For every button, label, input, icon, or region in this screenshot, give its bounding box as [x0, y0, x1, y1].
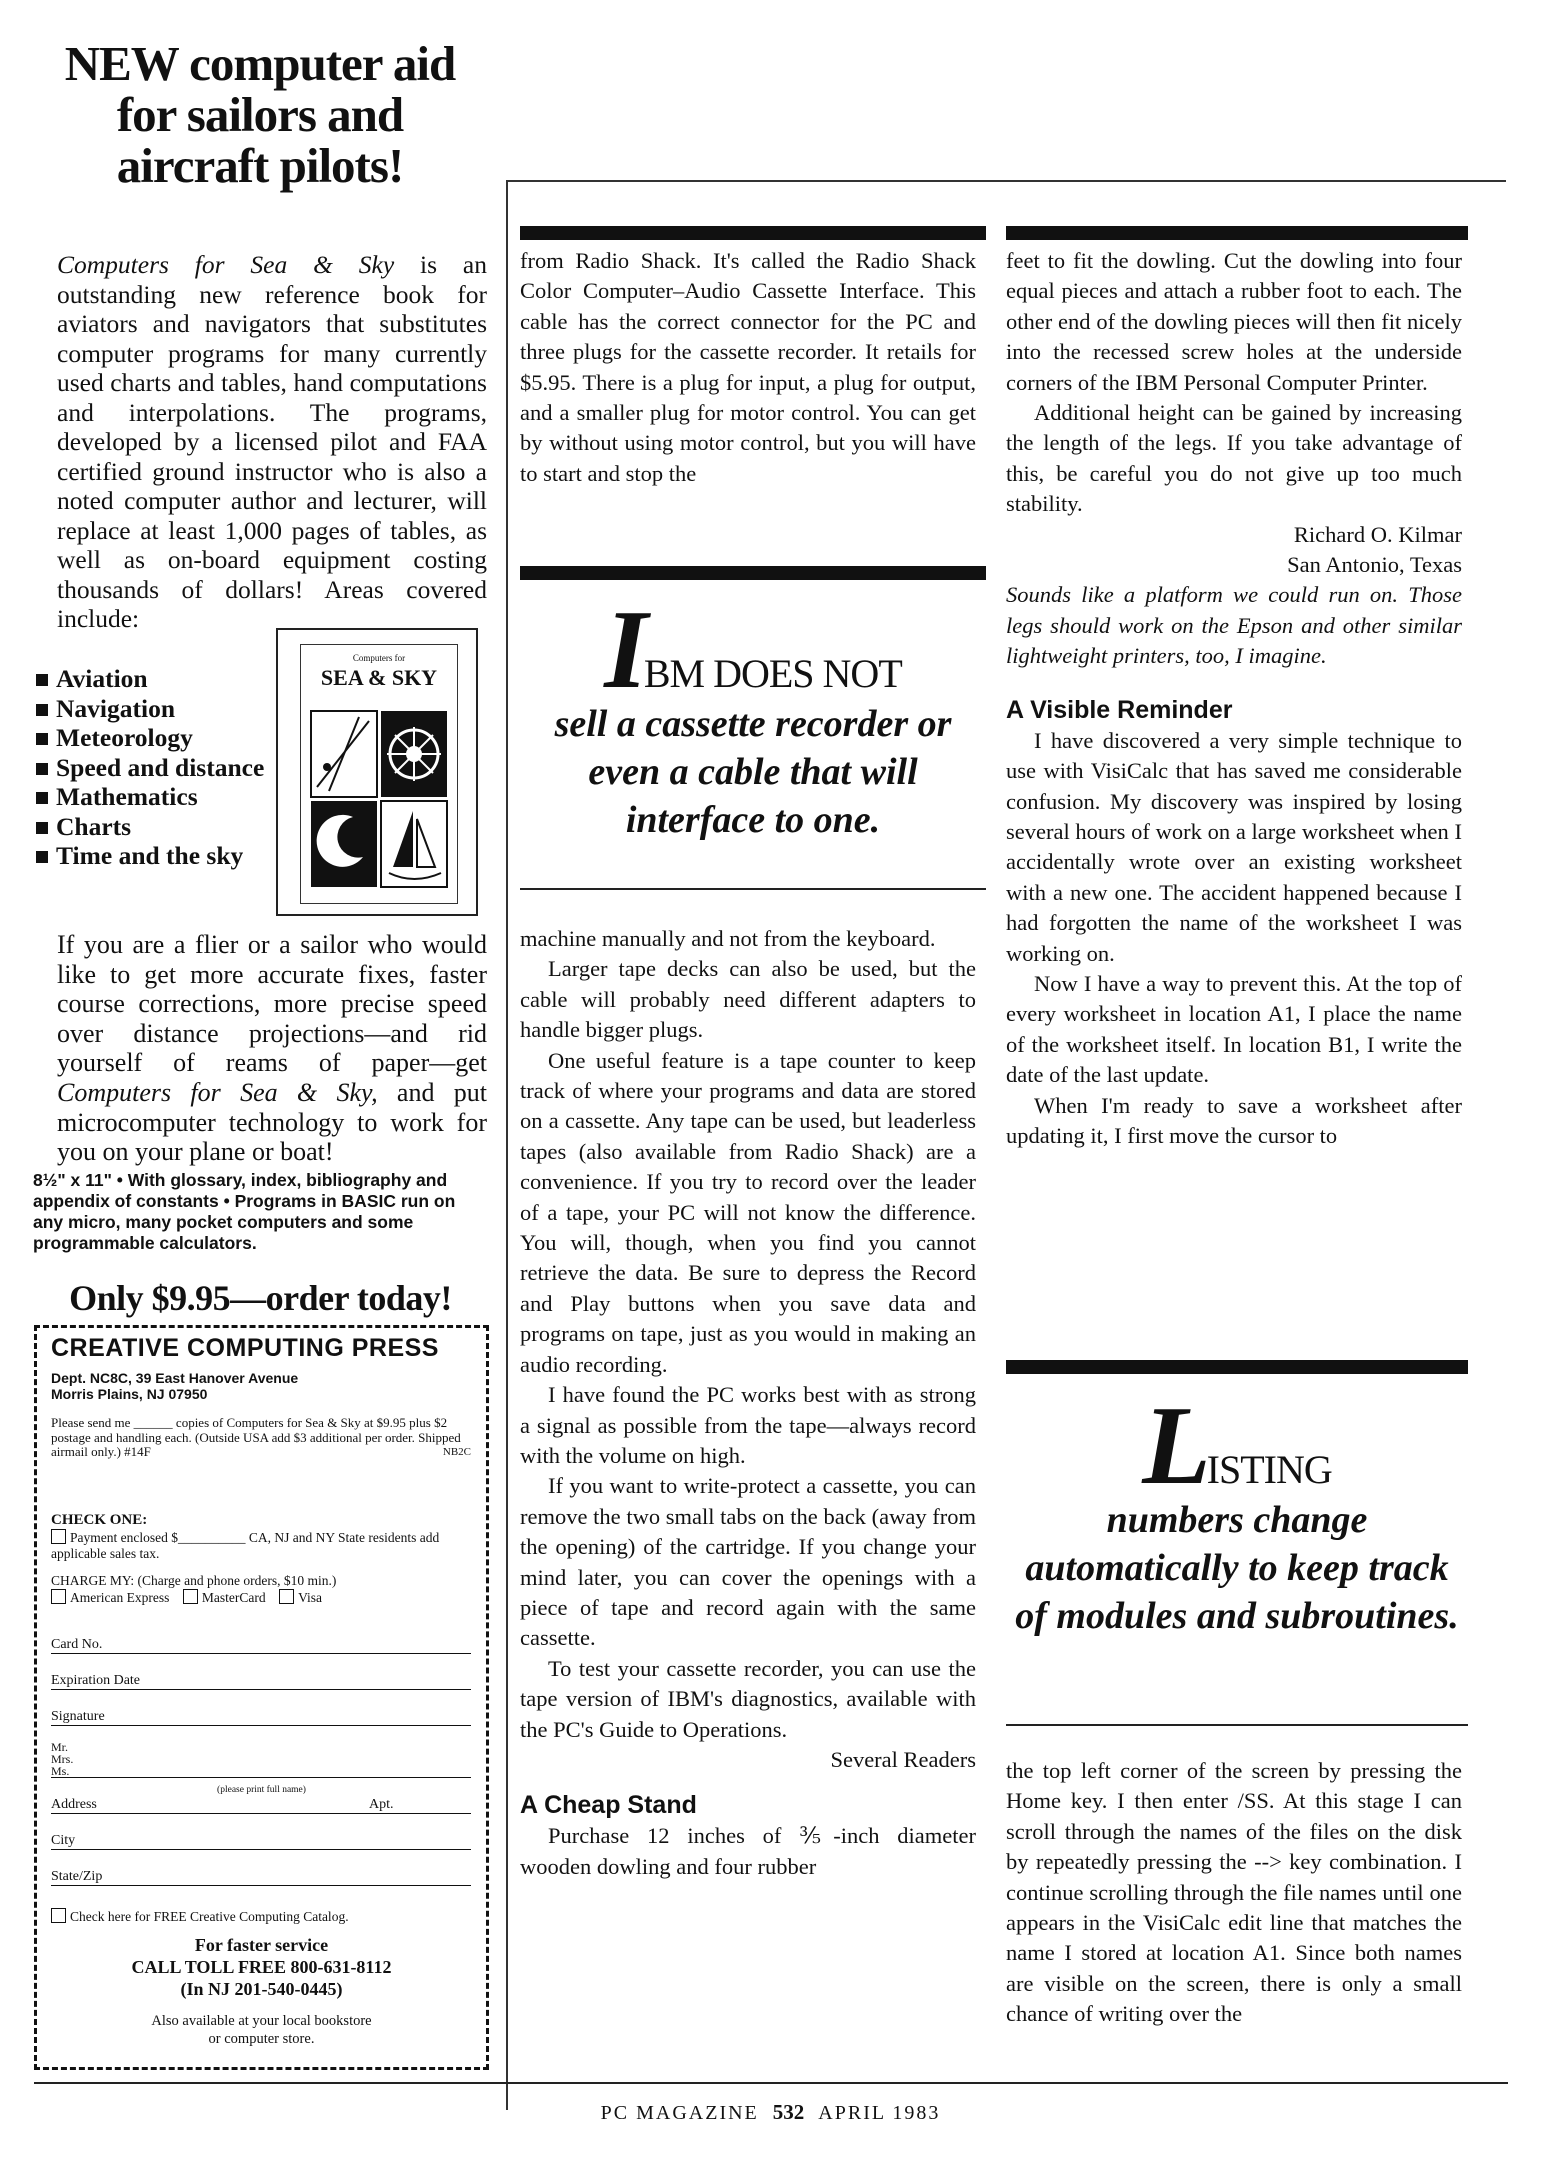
ad-topic: Aviation: [32, 664, 272, 694]
col1-heading: A Cheap Stand: [520, 1791, 697, 1820]
state-zip-field[interactable]: [51, 1866, 471, 1888]
col1-paragraph: One useful feature is a tape counter to keep track of where your programs and data are stored on a cassette. Any tape can be used, but leaderless tapes (also available from Radio Shack) are a convenience. If you try to record over the leader of a tape, your PC will not know the difference. You will, though, when you find you cannot retrieve the data. Be sure to depress the Record and Play buttons when you save data and programs on tape, just as you would in making an audio recording.: [520, 1047, 976, 1377]
col1-body: [520, 924, 976, 1882]
coupon-print-name: (please print full name): [217, 1785, 306, 1795]
coupon-code: NB2C: [442, 1446, 471, 1458]
footer-magazine: PC MAGAZINE: [600, 2102, 759, 2124]
ad-pitch-a: If you are a flier or a sailor who would like to get more accurate fixes, faster course corrections, more precise speed over distance projections—and rid yourself of reams of paper—get: [57, 930, 487, 1078]
coupon-payment-text: Payment enclosed $__________ CA, NJ and NY State residents add applicable sales tax.: [51, 1530, 440, 1561]
col1-paragraph: Purchase 12 inches of ⅗-inch diameter wooden dowling and four rubber: [520, 1823, 976, 1879]
col2-heading: A Visible Reminder: [1006, 695, 1233, 724]
address-field[interactable]: [51, 1794, 471, 1816]
col1-top-text: from Radio Shack. It's called the Radio Shack Color Computer–Audio Cassette Interface. This cable has the correct connector for the PC and three plugs for the cassette recorder. It retails for $5.95. There is a plug for input, a plug for output, and a smaller plug for motor control. You can get by without using motor control, but you will have to start and stop the: [520, 248, 976, 486]
field-label: City: [51, 1833, 76, 1848]
card-amex: American Express: [70, 1590, 170, 1605]
col2-signature-name: Richard O. Kilmar: [1293, 521, 1462, 547]
amex-checkbox[interactable]: [51, 1589, 66, 1604]
col2-paragraph: I have discovered a very simple technique to use with VisiCalc that has saved me considerable confusion. My discovery was inspired by losing several hours of work on a large worksheet when I accidentally wrote over an existing worksheet with a new one. The accident happened because I had forgotten the name of the worksheet I was working on.: [1006, 727, 1462, 966]
ad-specs: 8½" x 11" • With glossary, index, bibliography and appendix of constants • Programs in BASIC run on any micro, many pocket computers and some programmable calculators.: [33, 1170, 456, 1253]
pullquote2-text: numbers change automatically to keep track of modules and subroutines.: [1015, 1499, 1459, 1637]
col1-top: [520, 246, 976, 489]
field-label: Address: [51, 1797, 97, 1812]
ad-topic: Meteorology: [32, 723, 272, 753]
col1-paragraph: machine manually and not from the keyboard.: [520, 926, 936, 951]
col2-paragraph: Additional height can be gained by increasing the length of the legs. If you take advantage of this, be careful you do not give up too much stability.: [1006, 400, 1462, 517]
payment-checkbox[interactable]: [51, 1529, 66, 1544]
column-rule: [1006, 226, 1468, 240]
pullquote2-initial: L: [1142, 1384, 1207, 1508]
footer-page-number: 532: [772, 2100, 805, 2124]
col1-paragraph: If you want to write-protect a cassette, you can remove the two small tabs on the back (away from the opening) of the cartridge. If you change your mind later, you can cover the openings with a piece of tape and record again with the same cassette.: [520, 1473, 976, 1651]
ad-topic-list: [32, 664, 272, 871]
field-label: Card No.: [51, 1637, 103, 1652]
pullquote2-lead: ISTING: [1206, 1447, 1332, 1492]
coupon-cards: [51, 1589, 471, 1606]
order-coupon: [34, 1325, 489, 2070]
name-field[interactable]: [51, 1742, 471, 1780]
city-field[interactable]: [51, 1830, 471, 1852]
apt-label: Apt.: [369, 1797, 394, 1812]
coupon-order-text: [51, 1416, 471, 1460]
book-cover: [300, 644, 458, 904]
book-cover-label: Computers for: [352, 653, 406, 663]
book-cover-image: [276, 628, 478, 916]
ad-pitch-title: Computers for Sea & Sky,: [57, 1077, 378, 1107]
column-rule: [520, 226, 986, 240]
mastercard-checkbox[interactable]: [183, 1589, 198, 1604]
card-mastercard: MasterCard: [201, 1590, 266, 1605]
coupon-publisher: CREATIVE COMPUTING PRESS: [51, 1334, 439, 1362]
ad-headline: NEW computer aid for sailors and aircraft pilots!: [64, 36, 456, 193]
coupon-also: Also available at your local bookstore or computer store.: [151, 2013, 372, 2047]
coupon-catalog-text: Check here for FREE Creative Computing Catalog.: [70, 1909, 349, 1924]
pullquote2-bottom-rule: [1006, 1724, 1468, 1726]
card-visa: Visa: [298, 1590, 323, 1605]
article-frame-top: [506, 180, 1506, 182]
pullquote1-initial: I: [604, 588, 644, 712]
ad-topic: Time and the sky: [32, 841, 272, 871]
coupon-address: [51, 1370, 298, 1402]
pullquote1-bottom-rule: [520, 888, 986, 890]
coupon-nj-phone: (In NJ 201-540-0445): [180, 1979, 343, 1999]
coupon-charge: CHARGE MY: (Charge and phone orders, $10 min.): [51, 1573, 337, 1588]
col2-paragraph: When I'm ready to save a worksheet after updating it, I first move the cursor to: [1006, 1092, 1462, 1148]
coupon-toll-free: CALL TOLL FREE 800-631-8112: [131, 1957, 392, 1977]
col2-signature-place: San Antonio, Texas: [1287, 552, 1462, 578]
ad-topic: Navigation: [32, 694, 272, 724]
coupon-please-send: Please send me ______ copies of Computers for Sea & Sky at $9.95 plus $2 postage and handling each. (Outside USA add $3 additional per order. Shipped airmail only.) #14F: [51, 1415, 461, 1459]
col2-bottom: [1006, 1756, 1462, 2030]
signature-field[interactable]: [51, 1706, 471, 1728]
field-label: Expiration Date: [51, 1673, 141, 1688]
pullquote-2: [1006, 1384, 1468, 1640]
catalog-checkbox[interactable]: [51, 1908, 66, 1923]
coupon-dept: Dept. NC8C, 39 East Hanover Avenue: [51, 1370, 299, 1386]
field-label: Signature: [51, 1709, 105, 1724]
col1-paragraph: Larger tape decks can also be used, but the cable will probably need different adapters to handle bigger plugs.: [520, 956, 976, 1043]
pullquote1-text: sell a cassette recorder or even a cable that will interface to one.: [554, 703, 952, 841]
ad-pitch-b: and put microcomputer technology to work for you on your plane or boat!: [57, 1077, 487, 1167]
coupon-catalog: [51, 1908, 481, 1925]
field-label: Mr. Mrs. Ms.: [51, 1741, 83, 1777]
col2-paragraph: feet to fit the dowling. Cut the dowling into four equal pieces and attach a rubber foot to each. The other end of the dowling pieces will then fit nicely into the recessed screw holes at the underside corners of the IBM Personal Computer Printer.: [1006, 248, 1462, 395]
pullquote2-top-rule: [1006, 1360, 1468, 1374]
visa-checkbox[interactable]: [279, 1589, 294, 1604]
article-frame-left: [506, 180, 508, 2110]
expiration-field[interactable]: [51, 1670, 471, 1692]
col2-paragraph: Now I have a way to prevent this. At the top of every worksheet in location A1, I place the name of the worksheet itself. In location B1, I write the date of the last update.: [1006, 970, 1462, 1088]
ad-order-line: Only $9.95—order today!: [69, 1278, 452, 1318]
ad-topic: Speed and distance: [32, 753, 272, 783]
ad-pitch: [57, 930, 487, 1167]
ad-book-title: Computers for Sea & Sky: [57, 250, 395, 279]
ad-intro: [57, 250, 487, 634]
col2-editor-note: Sounds like a platform we could run on. Those legs should work on the Epson and other similar lightweight printers, too, I imagine.: [1006, 582, 1462, 669]
ad-topic: Charts: [32, 812, 272, 842]
ad-intro-text: is an outstanding new reference book for aviators and navigators that substitutes computer programs for many currently used charts and tables, hand computations and interpolations. The programs, developed by a licensed pilot and FAA certified ground instructor who is also a noted computer author and lecturer, will replace at least 1,000 pages of tables, as well as on-board equipment costing thousands of dollars! Areas covered include:: [57, 250, 487, 633]
page-footer: [0, 2100, 1541, 2125]
book-cover-title: SEA & SKY: [320, 665, 438, 690]
book-cover-art: [309, 707, 449, 897]
col2-paragraph: the top left corner of the screen by pressing the Home key. I then enter /SS. At this stage I can scroll through the names of the files on the disk by repeatedly pressing the --> key combination. I continue scrolling through the file names until one appears in the VisiCalc edit line that matches the name I stored at location A1. Since both names are visible on the screen, there is only a small chance of writing over the: [1006, 1758, 1462, 2027]
coupon-payment: [51, 1512, 471, 1606]
coupon-city: Morris Plains, NJ 07950: [51, 1386, 208, 1402]
col1-signature: Several Readers: [830, 1746, 976, 1772]
card-number-field[interactable]: [51, 1634, 471, 1656]
footer-rule: [34, 2082, 1508, 2084]
ad-topic: Mathematics: [32, 782, 272, 812]
coupon-faster: For faster service: [194, 1935, 329, 1955]
footer-date: APRIL 1983: [818, 2102, 941, 2124]
coupon-check-one: CHECK ONE:: [51, 1512, 148, 1528]
pullquote1-lead: BM DOES NOT: [643, 651, 902, 696]
pullquote1-top-rule: [520, 566, 986, 580]
col2-top: [1006, 246, 1462, 1151]
field-label: State/Zip: [51, 1869, 103, 1884]
col1-paragraph: To test your cassette recorder, you can use the tape version of IBM's diagnostics, available with the PC's Guide to Operations.: [520, 1655, 976, 1742]
pullquote-1: [520, 588, 986, 844]
col1-paragraph: I have found the PC works best with as strong a signal as possible from the tape—always record with the volume on high.: [520, 1382, 976, 1468]
